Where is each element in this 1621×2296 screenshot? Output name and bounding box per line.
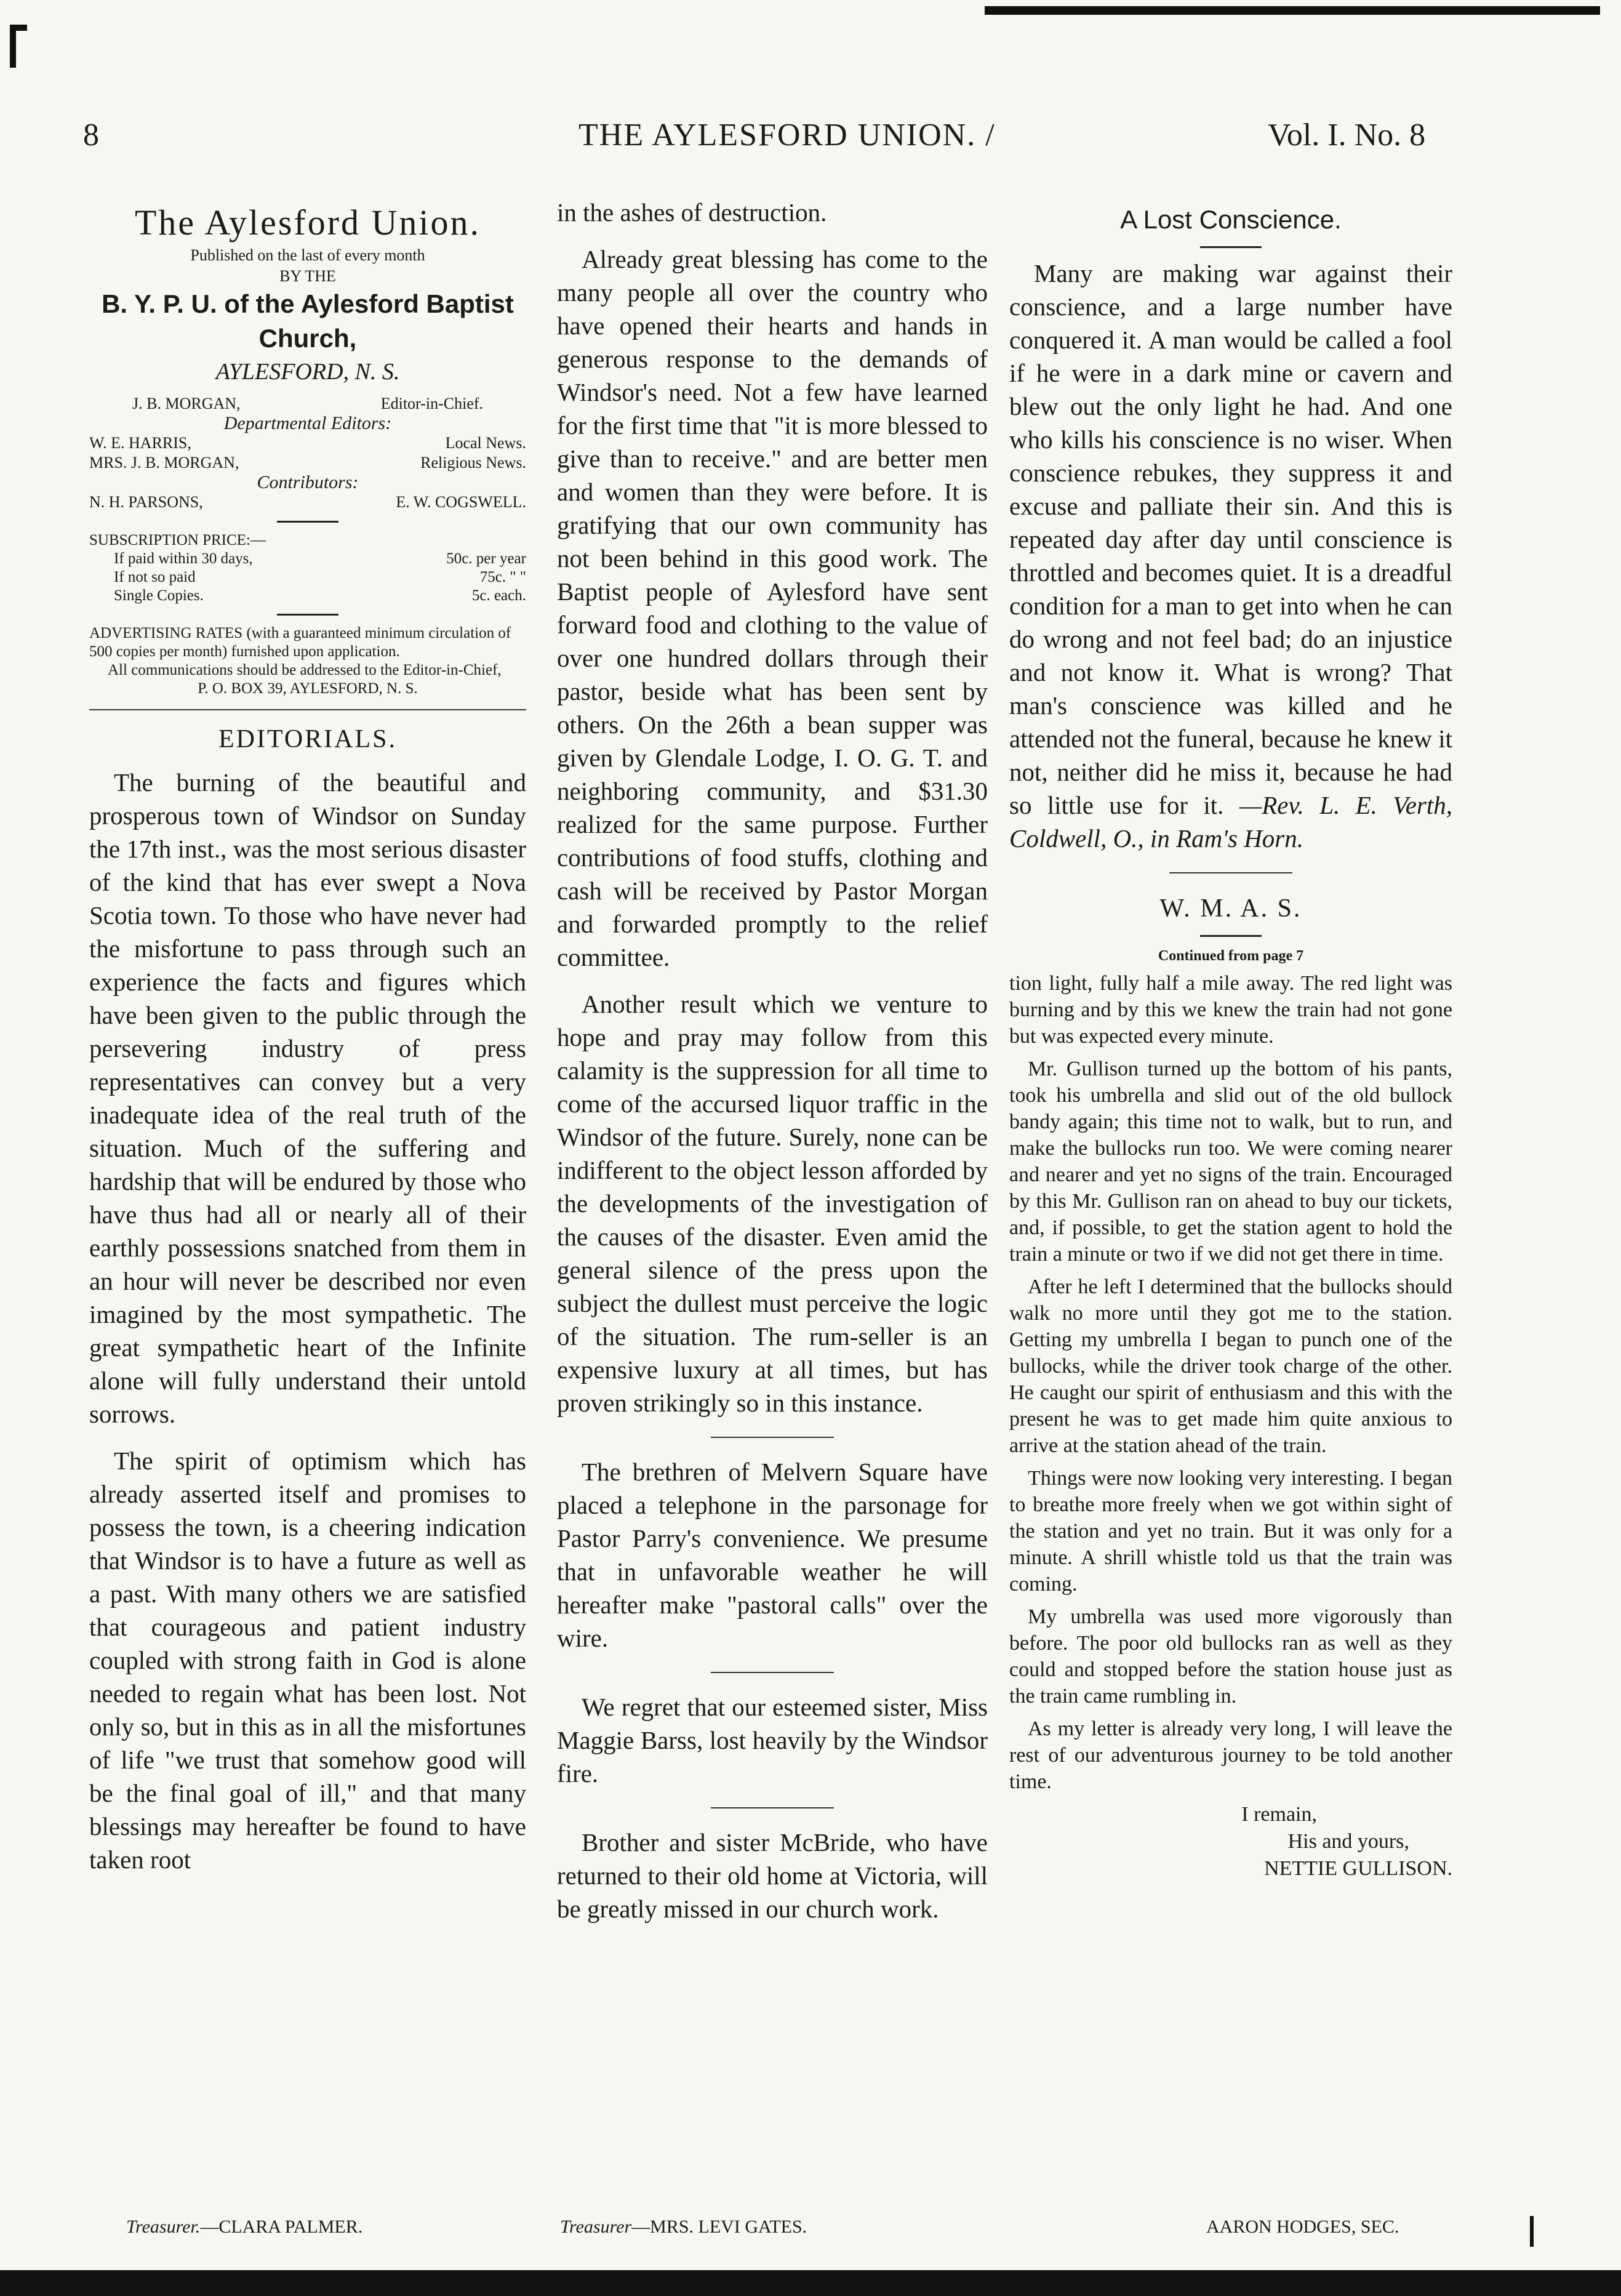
footer-name: AARON HODGES, SEC. <box>1206 2217 1399 2237</box>
advertising-block <box>89 624 526 698</box>
news-item-telephone: The brethren of Melvern Square have placed a telephone in the parsonage for Pastor Parry's convenience. We presume that in unfavorable weather he will hereafter make "pastoral calls" over the wire. <box>557 1458 988 1652</box>
editor-role: Editor-in-Chief. <box>380 395 483 412</box>
column-1 <box>89 196 526 1890</box>
staff-list <box>89 394 526 512</box>
masthead-title: The Aylesford Union. <box>134 203 481 243</box>
advertising-text: ADVERTISING RATES (with a guaranteed minimum circulation of 500 copies per month) furnished upon application. <box>89 625 511 660</box>
editorial-paragraph: The spirit of optimism which has already asserted itself and promises to possess the town, is a cheering indication that Windsor is to have a future as well as a past. With many others we are satisfied that courageous and patient industry coupled with strong faith in God is alone needed to regain what has been lost. Not only so, but in this as in all the misfortunes of life "we trust that somehow good will be the final goal of ill," and that many blessings may hereafter be found to have taken root <box>89 1447 526 1874</box>
scan-mark <box>1530 2216 1534 2247</box>
divider <box>1169 872 1292 873</box>
editorial-paragraph: Already great blessing has come to the many people all over the country who have opened their hearts and hands in generous response to the demands of Windsor's need. Not a few have learned for the first time that "it is more blessed to give than to receive." and are better men and women than they were before. It is gratifying that our own community has not been behind in this good work. The Baptist people of Aylesford have sent forward food and clothing to the value of over one hundred dollars through their pastor, beside what has been sent by others. On the 26th a bean supper was given by Glendale Lodge, I. O. G. T. and neighboring community, and $31.30 realized for the same purpose. Further contributions of food stuffs, clothing and cash will be received by Pastor Morgan and forwarded promptly to the relief committee. <box>557 245 988 971</box>
dept1-name: W. E. HARRIS, <box>89 434 191 452</box>
subscription-heading: SUBSCRIPTION PRICE:— <box>89 532 266 548</box>
price-label: Single Copies. <box>114 587 204 604</box>
masthead-by: BY THE <box>279 267 336 285</box>
divider <box>277 521 338 523</box>
divider <box>89 709 526 710</box>
signoff-signature: NETTIE GULLISON. <box>1264 1857 1452 1880</box>
news-item-mcbride: Brother and sister McBride, who have returned to their old home at Victoria, will be greatly missed in our church work. <box>557 1828 988 1923</box>
divider <box>1200 246 1262 248</box>
footer-center <box>560 2216 807 2238</box>
price-label: If not so paid <box>114 569 196 585</box>
communications-text: All communications should be addressed to the Editor-in-Chief, <box>108 662 502 678</box>
volume-number: Vol. I. No. 8 <box>1268 118 1426 153</box>
wmas-paragraph: After he left I determined that the bullocks should walk no more until they got me to the station. Getting my umbrella I began to punch one of the bullocks, while the driver took charge of the other. He caught our spirit of enthusiasm and this with the present he was to get made him quite anxious to arrive at the station ahead of the train. <box>1009 1275 1452 1457</box>
wmas-paragraph: tion light, fully half a mile away. The red light was burning and by this we knew the train had not gone but was expected every minute. <box>1009 972 1452 1048</box>
wmas-letter <box>1009 970 1452 1795</box>
footer-right <box>1206 2216 1399 2238</box>
wmas-paragraph: My umbrella was used more vigorously than before. The poor old bullocks ran as well as they could and stopped before the station house just as the train came rumbling in. <box>1009 1605 1452 1708</box>
masthead-org: B. Y. P. U. of the Aylesford Baptist Church, <box>102 289 514 353</box>
news-item-regret: We regret that our esteemed sister, Miss Maggie Barss, lost heavily by the Windsor fire. <box>557 1693 988 1788</box>
wmas-paragraph: Things were now looking very interesting. I began to breathe more freely when we got within sight of the station and yet no train. But it was only for a minute. A shrill whistle told us that the train was coming. <box>1009 1467 1452 1596</box>
footer-label: Treasurer <box>560 2217 632 2237</box>
lost-conscience-text: Many are making war against their conscience, and a large number have conquered it. A man would be called a fool if he were in a dark mine or cavern and blew out the only light he had. And one who kills his conscience is no wiser. When conscience rebukes, they suppress it and excuse and palliate their sin. And this is repeated day after day until conscience is throttled and becomes quiet. It is a dreadful condition for a man to get into when he can do wrong and not feel bad; do an injustice and not know it. What is wrong? That man's conscience was killed and he attended not the funeral, because he knew it not, neither did he miss it, because he had so little use for it. <box>1009 259 1452 819</box>
lost-conscience-body <box>1009 257 1452 855</box>
wmas-heading: W. M. A. S. <box>1159 894 1302 923</box>
divider <box>711 1672 834 1673</box>
divider <box>277 614 338 616</box>
signoff-line: I remain, <box>1241 1803 1317 1826</box>
signoff-line: His and yours, <box>1287 1830 1409 1853</box>
masthead-place: AYLESFORD, N. S. <box>215 359 400 385</box>
divider <box>1200 935 1262 937</box>
price-value: 5c. each. <box>471 587 526 604</box>
page-number: 8 <box>83 118 99 153</box>
column-3 <box>1009 196 1452 1882</box>
running-head <box>0 117 1621 160</box>
editorial-paragraph: The burning of the beautiful and prosperous town of Windsor on Sunday the 17th inst., was the most serious disaster of the kind that has ever swept a Nova Scotia town. To those who have never had the misfortune to pass through such an experience the facts and figures which have been given to the public through the persevering industry of press representatives can convey but a very inadequate idea of the real truth of the situation. Much of the suffering and hardship that will be endured by those who have thus had all or nearly all of their earthly possessions snatched from them in an hour will never be described nor even imagined by the most sympathetic. The great sympathetic heart of the Infinite alone will fully understand their untold sorrows. <box>89 768 526 1428</box>
divider <box>711 1807 834 1808</box>
subscription-block <box>89 531 526 605</box>
editorial-paragraph: Another result which we venture to hope and pray may follow from this calamity is the suppression for all time to come of the accursed liquor traffic in the Windsor of the future. Surely, none can be indifferent to the object lesson afforded by the developments of the investigation of the causes of the disaster. Even amid the general silence of the press upon the subject the dullest must perceive the logic of the situation. The rum-seller is an expensive luxury at all times, but has proven strikingly so in this instance. <box>557 990 988 1417</box>
wmas-paragraph: Mr. Gullison turned up the bottom of his pants, took his umbrella and slid out of the old bullock bandy again; this time not to walk, but to run, and make the bullocks run too. We were coming nearer and nearer and yet no signs of the train. Encouraged by this Mr. Gullison ran on ahead to buy our tickets, and, if possible, to get the station agent to hold the train a minute or two if we did not get there in time. <box>1009 1058 1452 1266</box>
lost-conscience-heading: A Lost Conscience. <box>1120 205 1342 234</box>
address-text: P. O. BOX 39, AYLESFORD, N. S. <box>198 680 418 697</box>
wmas-paragraph: As my letter is already very long, I will leave the rest of our adventurous journey to be told another time. <box>1009 1717 1452 1793</box>
editorial-paragraph: in the ashes of destruction. <box>557 198 827 227</box>
scan-mark <box>10 25 16 68</box>
dept1-role: Local News. <box>445 434 526 452</box>
contrib-heading: Contributors: <box>257 472 359 492</box>
price-value: 50c. per year <box>446 550 526 567</box>
price-value: 75c. " " <box>479 569 526 585</box>
masthead-published: Published on the last of every month <box>190 246 425 264</box>
scan-mark <box>16 25 27 31</box>
continued-note: Continued from page 7 <box>1158 948 1304 964</box>
paper-title: THE AYLESFORD UNION. / <box>578 118 996 153</box>
footer-name: —CLARA PALMER. <box>200 2217 363 2237</box>
dept-heading: Departmental Editors: <box>223 413 392 433</box>
footer-label: Treasurer. <box>126 2217 201 2237</box>
editorials-heading: EDITORIALS. <box>218 725 398 753</box>
footer-name: —MRS. LEVI GATES. <box>631 2217 807 2237</box>
contrib2: E. W. COGSWELL. <box>396 493 526 511</box>
dept2-role: Religious News. <box>420 454 526 472</box>
footer-left <box>126 2216 362 2238</box>
scan-edge-bottom <box>0 2270 1621 2296</box>
editor-name: J. B. MORGAN, <box>132 395 241 412</box>
scan-edge-top <box>985 6 1600 15</box>
signoff <box>1009 1801 1452 1882</box>
divider <box>711 1437 834 1438</box>
price-label: If paid within 30 days, <box>114 550 253 567</box>
dept2-name: MRS. J. B. MORGAN, <box>89 454 239 472</box>
column-2 <box>557 196 988 1939</box>
lost-conscience-attribution: —Rev. L. E. Verth, Coldwell, O., in Ram's Horn. <box>1009 791 1452 853</box>
contrib1: N. H. PARSONS, <box>89 493 203 511</box>
